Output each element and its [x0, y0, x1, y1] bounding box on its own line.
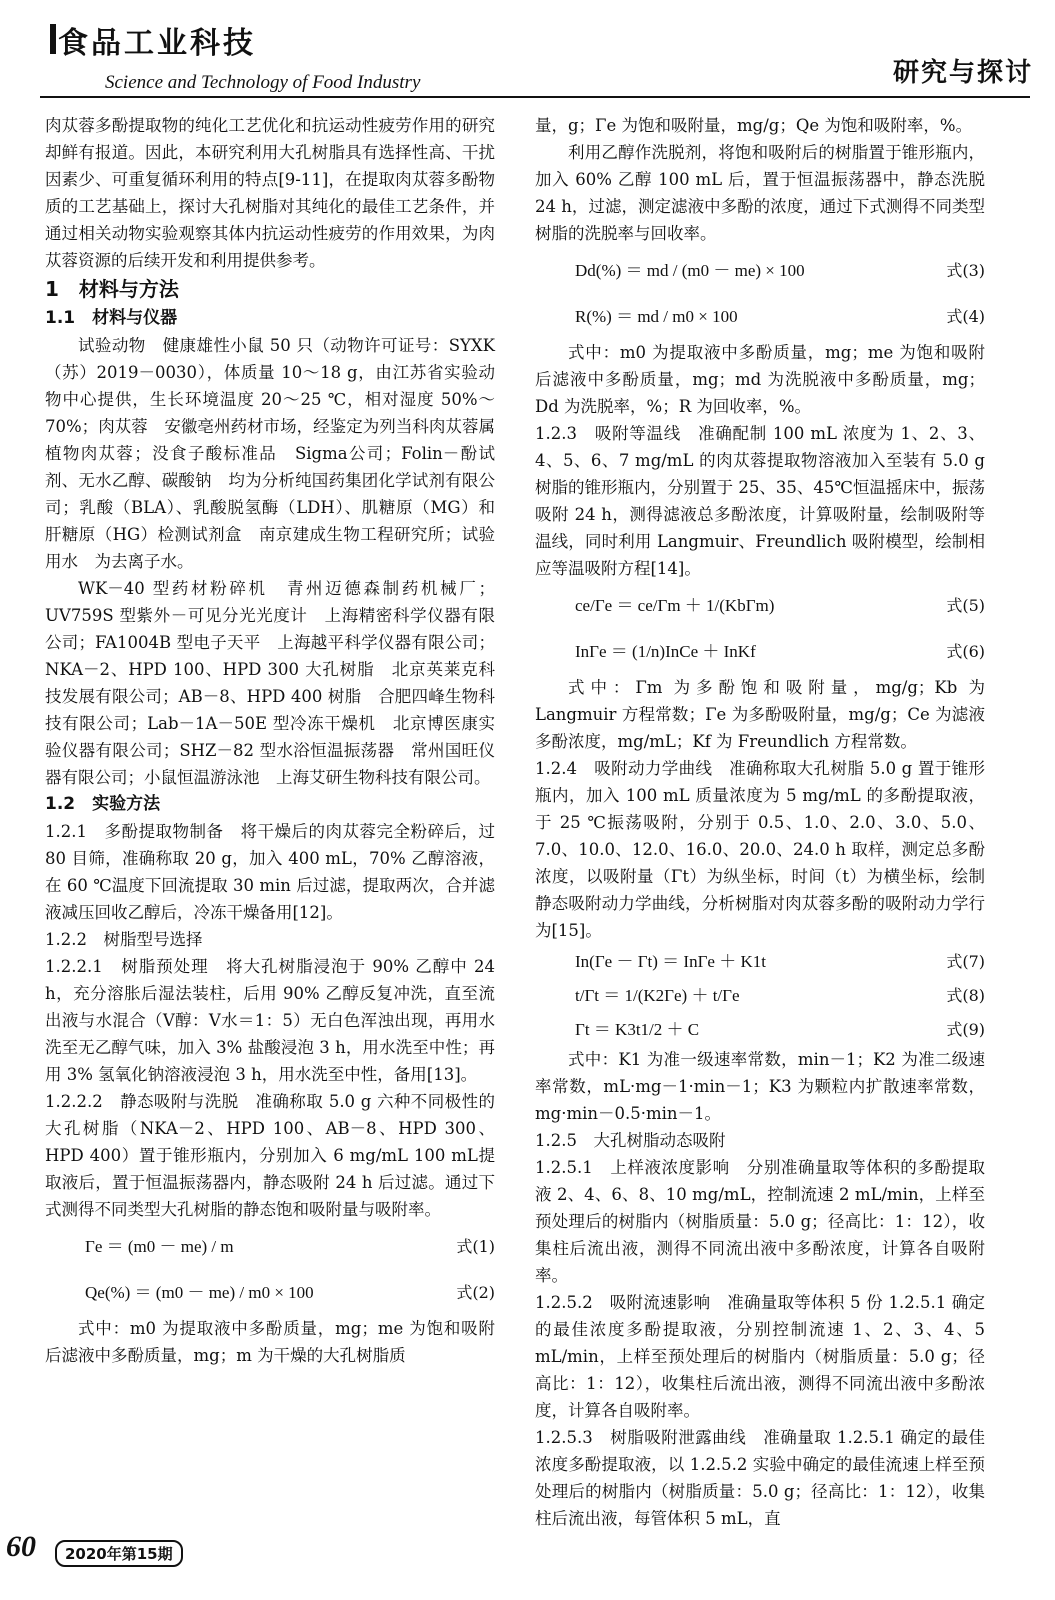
equation [535, 978, 985, 1012]
equation [535, 247, 985, 293]
section-label: 研究与探讨 [892, 58, 1033, 88]
right-column [535, 112, 985, 1532]
equation-label: 式(6) [946, 641, 985, 661]
equation-body: InΓe ＝ (1/n)InCe ＋ InKf [575, 641, 756, 661]
equation [535, 944, 985, 978]
equation [45, 1269, 495, 1315]
logo-bar [50, 24, 56, 54]
journal-name-en: Science and Technology of Food Industry [105, 72, 421, 93]
header-rule [40, 96, 1030, 98]
paragraph: 式中：K1 为准一级速率常数，min－1；K2 为准二级速率常数，mL·mg－1·min－1；K3 为颗粒内扩散速率常数，mg·min－0.5·min－1。 [535, 1050, 985, 1123]
paragraph: 1.2.2.2 静态吸附与洗脱 准确称取 5.0 g 六种不同极性的大孔树脂（NKA－2、HPD 100、AB－8、HPD 300、HPD 400）置于锥形瓶内，分别加入 6 mg/mL 100 mL提取液后，置于恒温振荡器内，静态吸附 24 h 后过滤。通过下式测得不同类型大孔树脂的静态饱和吸附量与吸附率。 [45, 1092, 495, 1219]
paragraph: 式中：Γm 为多酚饱和吸附量，mg/g；Kb 为 Langmuir 方程常数；Γe 为多酚吸附量，mg/g；Ce 为滤液多酚浓度，mg/mL；Kf 为 Freundlich 方程常数。 [535, 678, 985, 751]
equation [535, 1012, 985, 1046]
issue-badge: 2020年第15期 [55, 1540, 183, 1567]
journal-logo-cn: 食品工业科技 [58, 26, 256, 61]
equation-label: 式(9) [946, 1019, 985, 1039]
equation-label: 式(1) [456, 1236, 495, 1256]
equation [535, 582, 985, 628]
paragraph: 1.2.1 多酚提取物制备 将干燥后的肉苁蓉完全粉碎后，过 80 目筛，准确称取 20 g，加入 400 mL，70% 乙醇溶液，在 60 ℃温度下回流提取 30 min 后过滤，提取两次，合并滤液减压回收乙醇后，冷冻干燥备用[12]。 [45, 822, 495, 922]
subsection-heading: 1.1 材料与仪器 [45, 308, 178, 328]
paragraph: 1.2.2 树脂型号选择 [45, 930, 203, 949]
paragraph: 量，g；Γe 为饱和吸附量，mg/g；Qe 为饱和吸附率，%。 [535, 116, 973, 135]
paragraph: WK－40 型药材粉碎机 青州迈德森制药机械厂；UV759S 型紫外－可见分光光度计 上海精密科学仪器有限公司；FA1004B 型电子天平 上海越平科学仪器有限公司；NKA－2、HPD 100、HPD 300 大孔树脂 北京英莱克科技发展有限公司；AB－8、HPD 400 树脂 合肥四峰生物科技有限公司；Lab－1A－50E 型冷冻干燥机 北京博医康实验仪器有限公司；SHZ－82 型水浴恒温振荡器 常州国旺仪器有限公司；小鼠恒温游泳池 上海艾研生物科技有限公司。 [45, 579, 495, 787]
paragraph: 利用乙醇作洗脱剂，将饱和吸附后的树脂置于锥形瓶内，加入 60% 乙醇 100 mL 后，置于恒温振荡器中，静态洗脱 24 h，过滤，测定滤液中多酚的浓度，通过下式测得不同类型树脂的洗脱率与回收率。 [535, 143, 985, 243]
equation [535, 628, 985, 674]
paragraph: 1.2.5 大孔树脂动态吸附 [535, 1131, 726, 1150]
paragraph: 式中：m0 为提取液中多酚质量，mg；me 为饱和吸附后滤液中多酚质量，mg；md 为洗脱液中多酚质量，mg；Dd 为洗脱率，%；R 为回收率，%。 [535, 343, 985, 416]
page-number: 60 [6, 1530, 36, 1563]
equation-label: 式(7) [946, 951, 985, 971]
equation-body: Γe ＝ (m0 － me) / m [85, 1236, 234, 1256]
equation [535, 293, 985, 339]
paragraph: 1.2.3 吸附等温线 准确配制 100 mL 浓度为 1、2、3、4、5、6、7 mg/mL 的肉苁蓉提取物溶液加入至装有 5.0 g 树脂的锥形瓶内，分别置于 25、35、45℃恒温摇床中，振荡吸附 24 h，测得滤液总多酚浓度，计算吸附量，绘制吸附等温线，同时利用 Langmuir、Freundlich 吸附模型，绘制相应等温吸附方程[14]。 [535, 424, 985, 578]
equation-label: 式(2) [456, 1282, 495, 1302]
equation-label: 式(4) [946, 306, 985, 326]
equation-body: t/Γt ＝ 1/(K2Γe) ＋ t/Γe [575, 985, 740, 1005]
equation-body: Γt ＝ K3t1/2 ＋ C [575, 1019, 700, 1039]
equation-label: 式(3) [946, 260, 985, 280]
equation-body: Qe(%) ＝ (m0 － me) / m0 × 100 [85, 1282, 314, 1302]
equation-body: Dd(%) ＝ md / (m0 － me) × 100 [575, 260, 805, 280]
section-heading: 1 材料与方法 [45, 277, 179, 301]
subsection-heading: 1.2 实验方法 [45, 794, 161, 814]
equation-body: R(%) ＝ md / m0 × 100 [575, 306, 738, 326]
equation-body: ce/Γe ＝ ce/Γm ＋ 1/(KbΓm) [575, 595, 775, 615]
paragraph: 1.2.5.3 树脂吸附泄露曲线 准确量取 1.2.5.1 确定的最佳浓度多酚提取液，以 1.2.5.2 实验中确定的最佳流速上样至预处理后的树脂内（树脂质量：5.0 g；径高比：1：12），收集柱后流出液，每管体积 5 mL，直 [535, 1428, 985, 1528]
paragraph: 试验动物 健康雄性小鼠 50 只（动物许可证号：SYXK（苏）2019－0030），体质量 10～18 g，由江苏省实验动物中心提供，生长环境温度 20～25 ℃，相对湿度 50%～70%；肉苁蓉 安徽亳州药材市场，经鉴定为列当科肉苁蓉属植物肉苁蓉；没食子酸标准品 Sigma公司；Folin－酚试剂、无水乙醇、碳酸钠 均为分析纯国药集团化学试剂有限公司；乳酸（BLA）、乳酸脱氢酶（LDH）、肌糖原（MG）和肝糖原（HG）检测试剂盒 南京建成生物工程研究所；试验用水 为去离子水。 [45, 336, 495, 571]
paragraph: 1.2.2.1 树脂预处理 将大孔树脂浸泡于 90% 乙醇中 24 h，充分溶胀后湿法装柱，后用 90% 乙醇反复冲洗，直至流出液与水混合（V醇：V水＝1：5）无白色浑浊出现，再用水洗至无乙醇气味，加入 3% 盐酸浸泡 3 h，用水洗至中性；再用 3% 氢氧化钠溶液浸泡 3 h，用水洗至中性，备用[13]。 [45, 957, 495, 1084]
left-column [45, 112, 495, 1369]
paragraph: 肉苁蓉多酚提取物的纯化工艺优化和抗运动性疲劳作用的研究却鲜有报道。因此，本研究利用大孔树脂具有选择性高、干扰因素少、可重复循环利用的特点[9-11]，在提取肉苁蓉多酚物质的工艺基础上，探讨大孔树脂对其纯化的最佳工艺条件，并通过相关动物实验观察其体内抗运动性疲劳的作用效果，为肉苁蓉资源的后续开发和利用提供参考。 [45, 116, 495, 270]
equation-label: 式(5) [946, 595, 985, 615]
paragraph: 1.2.4 吸附动力学曲线 准确称取大孔树脂 5.0 g 置于锥形瓶内，加入 100 mL 质量浓度为 5 mg/mL 的多酚提取液，于 25 ℃振荡吸附，分别于 0.5、1.0、2.0、3.0、5.0、7.0、10.0、12.0、16.0、20.0、24.0 h 取样，测定总多酚浓度，以吸附量（Γt）为纵坐标，时间（t）为横坐标，绘制静态吸附动力学曲线，分析树脂对肉苁蓉多酚的吸附动力学行为[15]。 [535, 759, 985, 940]
equation-label: 式(8) [946, 985, 985, 1005]
paragraph: 式中：m0 为提取液中多酚质量，mg；me 为饱和吸附后滤液中多酚质量，mg；m 为干燥的大孔树脂质 [45, 1319, 495, 1365]
equation-body: In(Γe － Γt) ＝ InΓe ＋ K1t [575, 951, 766, 971]
paragraph: 1.2.5.1 上样液浓度影响 分别准确量取等体积的多酚提取液 2、4、6、8、10 mg/mL，控制流速 2 mL/min，上样至预处理后的树脂内（树脂质量：5.0 g；径高比：1：12），收集柱后流出液，测得不同流出液中多酚浓度，计算各自吸附率。 [535, 1158, 985, 1285]
paragraph: 1.2.5.2 吸附流速影响 准确量取等体积 5 份 1.2.5.1 确定的最佳浓度多酚提取液，分别控制流速 1、2、3、4、5 mL/min，上样至预处理后的树脂内（树脂质量：5.0 g；径高比：1：12），收集柱后流出液，测得不同流出液中多酚浓度，计算各自吸附率。 [535, 1293, 985, 1420]
equation [45, 1223, 495, 1269]
